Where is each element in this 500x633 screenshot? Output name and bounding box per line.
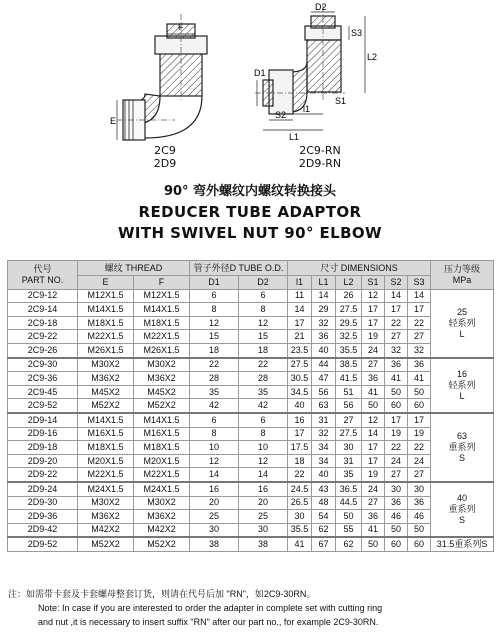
- left-drawing-caption: [130, 144, 200, 170]
- drawing-label-l1: l1: [303, 104, 311, 114]
- table-cell: M36X2: [134, 372, 190, 386]
- table-header-row: [8, 261, 494, 276]
- table-cell: M52X2: [134, 537, 190, 551]
- table-cell: 31: [312, 413, 336, 427]
- pressure-group-line: 31.5重系列S: [436, 539, 488, 550]
- title-english-line-2: WITH SWIVEL NUT 90° ELBOW: [117, 224, 383, 242]
- table-cell: M16X1.5: [134, 427, 190, 441]
- table-cell: 20: [239, 496, 288, 510]
- table-cell: 6: [239, 289, 288, 303]
- table-cell: 32: [385, 343, 408, 357]
- table-cell: 14: [385, 289, 408, 303]
- table-cell: 55: [336, 523, 362, 537]
- table-cell: M30X2: [134, 496, 190, 510]
- subcol-S3: S3: [408, 276, 431, 290]
- part-number-cell: 2D9-30: [8, 496, 78, 510]
- part-number-cell: 2D9-20: [8, 454, 78, 468]
- table-cell: 35: [239, 385, 288, 399]
- table-cell: M22X1.5: [78, 330, 134, 344]
- table-cell: 62: [312, 523, 336, 537]
- table-cell: 12: [190, 454, 239, 468]
- table-row: [8, 289, 494, 303]
- table-cell: 51: [336, 385, 362, 399]
- table-cell: 31: [336, 454, 362, 468]
- table-cell: 14: [312, 289, 336, 303]
- table-cell: M24X1.5: [134, 482, 190, 496]
- table-cell: M22X1.5: [134, 330, 190, 344]
- table-cell: 44: [312, 358, 336, 372]
- col-pressure: [431, 261, 494, 290]
- table-cell: 60: [385, 399, 408, 413]
- table-cell: M42X2: [78, 523, 134, 537]
- table-cell: M36X2: [78, 372, 134, 386]
- table-cell: 25: [239, 510, 288, 524]
- pressure-group-line: 轻系列: [448, 317, 476, 328]
- part-number-cell: 2C9-22: [8, 330, 78, 344]
- col-pressure-cn: 压力等级: [444, 263, 481, 274]
- subcol-F: F: [134, 276, 190, 290]
- table-cell: 8: [239, 303, 288, 317]
- drawing-label-S2: S2: [275, 110, 287, 120]
- table-row: [8, 537, 494, 551]
- table-cell: 8: [190, 303, 239, 317]
- table-cell: 27: [362, 358, 385, 372]
- drawing-label-E: E: [110, 116, 117, 126]
- table-cell: 48: [312, 496, 336, 510]
- col-tube-od: 管子外径D TUBE O.D.: [190, 261, 288, 276]
- table-cell: 14: [190, 468, 239, 482]
- table-cell: 23.5: [288, 343, 312, 357]
- table-cell: 36: [408, 358, 431, 372]
- table-cell: M45X2: [78, 385, 134, 399]
- table-cell: 17: [408, 303, 431, 317]
- part-number-cell: 2C9-12: [8, 289, 78, 303]
- table-cell: M52X2: [134, 399, 190, 413]
- pressure-group-line: 重系列: [448, 441, 476, 452]
- table-cell: 32.5: [336, 330, 362, 344]
- table-row: [8, 482, 494, 496]
- drawings-area: [0, 0, 500, 178]
- table-cell: M18X1.5: [134, 441, 190, 455]
- table-cell: 22: [385, 316, 408, 330]
- table-cell: 32: [312, 427, 336, 441]
- table-row: [8, 413, 494, 427]
- table-cell: M18X1.5: [78, 441, 134, 455]
- caption-2c9-rn: 2C9-RN: [299, 144, 341, 157]
- table-row: [8, 510, 494, 524]
- table-cell: 43: [312, 482, 336, 496]
- note-line-en-1: Note: In case if you are interested to order the adapter in complete set with cutting ring: [38, 603, 383, 613]
- part-number-cell: 2C9-14: [8, 303, 78, 317]
- table-cell: 60: [408, 399, 431, 413]
- table-cell: 41: [362, 523, 385, 537]
- table-cell: 30: [239, 523, 288, 537]
- col-part-no-cn: 代号: [33, 263, 52, 274]
- table-cell: 44.5: [336, 496, 362, 510]
- table-cell: 50: [408, 385, 431, 399]
- table-cell: M36X2: [78, 510, 134, 524]
- table-cell: M14X1.5: [134, 303, 190, 317]
- table-cell: 38.5: [336, 358, 362, 372]
- table-cell: 50: [385, 523, 408, 537]
- pressure-group-line: 63: [457, 430, 468, 441]
- pressure-group-cell: [431, 482, 494, 537]
- pressure-group-cell: [431, 537, 494, 551]
- table-row: [8, 399, 494, 413]
- pressure-group-line: 40: [457, 493, 468, 504]
- table-body: [8, 289, 494, 551]
- table-cell: 12: [190, 316, 239, 330]
- table-cell: 6: [190, 413, 239, 427]
- table-cell: 19: [362, 468, 385, 482]
- table-cell: 17: [362, 454, 385, 468]
- drawing-label-F: F: [178, 22, 184, 32]
- caption-2c9: 2C9: [154, 144, 176, 157]
- drawing-label-L1: L1: [289, 132, 300, 142]
- table-cell: M20X1.5: [78, 454, 134, 468]
- table-cell: 36: [385, 358, 408, 372]
- table-cell: M36X2: [134, 510, 190, 524]
- table-cell: 17: [362, 316, 385, 330]
- table-cell: 30: [336, 441, 362, 455]
- table-row: [8, 330, 494, 344]
- table-cell: 27: [408, 330, 431, 344]
- table-cell: M16X1.5: [78, 427, 134, 441]
- table-row: [8, 372, 494, 386]
- drawing-label-D2: D2: [315, 2, 327, 12]
- table-cell: 41: [385, 372, 408, 386]
- table-cell: 28: [239, 372, 288, 386]
- table-cell: 27: [362, 496, 385, 510]
- table-cell: 41: [362, 385, 385, 399]
- table-cell: M45X2: [134, 385, 190, 399]
- part-number-cell: 2D9-24: [8, 482, 78, 496]
- table-cell: 60: [408, 537, 431, 551]
- table-cell: 16: [239, 482, 288, 496]
- table-cell: 36: [408, 496, 431, 510]
- table-cell: 27.5: [288, 358, 312, 372]
- table-cell: M42X2: [134, 523, 190, 537]
- title-block: [0, 182, 500, 244]
- table-cell: 56: [336, 399, 362, 413]
- table-cell: 10: [239, 441, 288, 455]
- table-cell: 30: [288, 510, 312, 524]
- col-thread: 螺纹 THREAD: [78, 261, 190, 276]
- table-cell: 27.5: [336, 303, 362, 317]
- table-row: [8, 441, 494, 455]
- table-cell: 28: [190, 372, 239, 386]
- subcol-D2: D2: [239, 276, 288, 290]
- table-cell: 17: [362, 441, 385, 455]
- table-cell: 14: [362, 427, 385, 441]
- table-cell: 35: [336, 468, 362, 482]
- table-cell: 30: [408, 482, 431, 496]
- table-cell: M14X1.5: [134, 413, 190, 427]
- part-number-cell: 2D9-42: [8, 523, 78, 537]
- table-cell: 17: [288, 316, 312, 330]
- table-cell: 11: [288, 289, 312, 303]
- table-cell: M30X2: [78, 496, 134, 510]
- table-cell: 15: [239, 330, 288, 344]
- table-cell: 32: [312, 316, 336, 330]
- table-cell: 30: [385, 482, 408, 496]
- table-cell: 10: [190, 441, 239, 455]
- table-cell: M18X1.5: [78, 316, 134, 330]
- table-cell: 27.5: [336, 427, 362, 441]
- table-cell: 35.5: [288, 523, 312, 537]
- title-english-line-1: REDUCER TUBE ADAPTOR: [138, 203, 362, 221]
- table-cell: 50: [385, 385, 408, 399]
- table-cell: 12: [362, 289, 385, 303]
- table-cell: 42: [190, 399, 239, 413]
- part-number-cell: 2C9-36: [8, 372, 78, 386]
- table-cell: 12: [362, 413, 385, 427]
- table-cell: M22X1.5: [78, 468, 134, 482]
- table-cell: 50: [408, 523, 431, 537]
- table-cell: 67: [312, 537, 336, 551]
- col-pressure-unit: MPa: [452, 274, 472, 285]
- table-cell: 34: [312, 441, 336, 455]
- subcol-S1: S1: [362, 276, 385, 290]
- subcol-l1: l1: [288, 276, 312, 290]
- part-number-cell: 2C9-26: [8, 343, 78, 357]
- table-cell: 46: [408, 510, 431, 524]
- subcol-L2: L2: [336, 276, 362, 290]
- table-cell: 19: [362, 330, 385, 344]
- table-cell: 36: [362, 372, 385, 386]
- table-cell: M30X2: [78, 358, 134, 372]
- part-number-cell: 2D9-22: [8, 468, 78, 482]
- table-cell: 41: [408, 372, 431, 386]
- table-cell: 24.5: [288, 482, 312, 496]
- table-cell: 46: [385, 510, 408, 524]
- table-cell: 18: [190, 343, 239, 357]
- note-line-en-2: and nut ,it is necessary to insert suffix "RN" after our part no., for example 2C9-30RN.: [38, 617, 379, 627]
- table-cell: 47: [312, 372, 336, 386]
- table-cell: 25: [190, 510, 239, 524]
- table-cell: 56: [312, 385, 336, 399]
- table-cell: 16: [190, 482, 239, 496]
- table-cell: 36: [362, 510, 385, 524]
- pressure-group-cell: [431, 289, 494, 357]
- table-cell: 40: [288, 399, 312, 413]
- table-cell: 40: [312, 343, 336, 357]
- title-chinese: 90° 弯外螺纹内螺纹转换接头: [163, 184, 337, 199]
- caption-2d9-rn: 2D9-RN: [298, 157, 342, 170]
- table-cell: 12: [239, 316, 288, 330]
- table-cell: 22: [408, 441, 431, 455]
- table-cell: 17: [385, 413, 408, 427]
- table-cell: 6: [190, 289, 239, 303]
- table-cell: 17: [408, 413, 431, 427]
- table-cell: 54: [312, 510, 336, 524]
- table-cell: 22: [385, 441, 408, 455]
- table-cell: 38: [239, 537, 288, 551]
- table-cell: 30: [190, 523, 239, 537]
- drawing-label-D1: D1: [254, 68, 266, 78]
- table-cell: M22X1.5: [134, 468, 190, 482]
- part-number-cell: 2D9-52: [8, 537, 78, 551]
- table-cell: M52X2: [78, 399, 134, 413]
- table-cell: 14: [288, 303, 312, 317]
- table-cell: 26: [336, 289, 362, 303]
- table-cell: M26X1.5: [134, 343, 190, 357]
- table-cell: 24: [385, 454, 408, 468]
- table-row: [8, 468, 494, 482]
- part-number-cell: 2D9-18: [8, 441, 78, 455]
- drawing-label-S3: S3: [351, 28, 363, 38]
- table-cell: M18X1.5: [134, 316, 190, 330]
- part-number-cell: 2C9-30: [8, 358, 78, 372]
- note-line-cn: 注：如需带卡套及卡套螺母整套订货，则请在代号后加 "RN"，如2C9-30RN。: [8, 589, 316, 599]
- pressure-group-line: L: [459, 328, 465, 339]
- table-cell: 34.5: [288, 385, 312, 399]
- drawing-label-S1: S1: [335, 96, 347, 106]
- table-cell: 16: [288, 413, 312, 427]
- table-cell: 8: [190, 427, 239, 441]
- table-cell: M30X2: [134, 358, 190, 372]
- pressure-group-line: 重系列: [448, 504, 476, 515]
- part-number-cell: 2C9-18: [8, 316, 78, 330]
- table-cell: 36: [312, 330, 336, 344]
- subcol-S2: S2: [385, 276, 408, 290]
- table-cell: 19: [408, 427, 431, 441]
- table-cell: 63: [312, 399, 336, 413]
- table-cell: 35: [190, 385, 239, 399]
- table-cell: 62: [336, 537, 362, 551]
- table-cell: 29: [312, 303, 336, 317]
- table-row: [8, 316, 494, 330]
- table-cell: 17: [362, 303, 385, 317]
- table-row: [8, 427, 494, 441]
- subcol-L1: L1: [312, 276, 336, 290]
- pressure-group-cell: [431, 358, 494, 413]
- table-cell: M20X1.5: [134, 454, 190, 468]
- table-cell: 14: [408, 289, 431, 303]
- table-cell: 12: [239, 454, 288, 468]
- table-subheader-row: [8, 276, 494, 290]
- table-row: [8, 303, 494, 317]
- table-row: [8, 454, 494, 468]
- table-cell: 50: [362, 537, 385, 551]
- right-drawing-caption: [280, 144, 360, 170]
- table-cell: 36.5: [336, 482, 362, 496]
- table-cell: 19: [385, 427, 408, 441]
- table-cell: 50: [336, 510, 362, 524]
- drawing-label-L2: L2: [367, 52, 378, 62]
- table-cell: 36: [385, 496, 408, 510]
- table-cell: M26X1.5: [78, 343, 134, 357]
- table-cell: 42: [239, 399, 288, 413]
- table-cell: 27: [385, 468, 408, 482]
- table-cell: 35.5: [336, 343, 362, 357]
- table-cell: 40: [312, 468, 336, 482]
- table-cell: 30.5: [288, 372, 312, 386]
- table-row: [8, 523, 494, 537]
- table-cell: 17: [385, 303, 408, 317]
- table-cell: M24X1.5: [78, 482, 134, 496]
- table-cell: 60: [385, 537, 408, 551]
- spec-table: [7, 260, 494, 552]
- table-cell: 22: [288, 468, 312, 482]
- table-cell: 27: [336, 413, 362, 427]
- pressure-group-line: 25: [457, 306, 468, 317]
- table-cell: 41.5: [336, 372, 362, 386]
- left-fitting-drawing: [110, 6, 245, 146]
- table-cell: 24: [408, 454, 431, 468]
- col-part-no-en: PART NO.: [21, 274, 64, 285]
- table-cell: 38: [190, 537, 239, 551]
- table-cell: M14X1.5: [78, 413, 134, 427]
- table-cell: 8: [239, 427, 288, 441]
- pressure-group-cell: [431, 413, 494, 482]
- col-dimensions: 尺寸 DIMENSIONS: [288, 261, 431, 276]
- table-cell: 6: [239, 413, 288, 427]
- table-cell: M12X1.5: [134, 289, 190, 303]
- table-cell: 41: [288, 537, 312, 551]
- table-cell: 18: [239, 343, 288, 357]
- subcol-D1: D1: [190, 276, 239, 290]
- pressure-group-line: 16: [457, 368, 468, 379]
- table-cell: 21: [288, 330, 312, 344]
- table-cell: 29.5: [336, 316, 362, 330]
- pressure-group-line: 轻系列: [448, 379, 476, 390]
- caption-2d9: 2D9: [153, 157, 177, 170]
- table-cell: 26.5: [288, 496, 312, 510]
- table-cell: 24: [362, 343, 385, 357]
- part-number-cell: 2D9-36: [8, 510, 78, 524]
- col-part-no: [8, 261, 78, 290]
- table-cell: 24: [362, 482, 385, 496]
- table-cell: M14X1.5: [78, 303, 134, 317]
- table-row: [8, 385, 494, 399]
- part-number-cell: 2D9-16: [8, 427, 78, 441]
- table-cell: 22: [408, 316, 431, 330]
- table-cell: 20: [190, 496, 239, 510]
- table-cell: 50: [362, 399, 385, 413]
- table-cell: M52X2: [78, 537, 134, 551]
- table-cell: 32: [408, 343, 431, 357]
- table-cell: 17.5: [288, 441, 312, 455]
- table-row: [8, 343, 494, 357]
- table-cell: 17: [288, 427, 312, 441]
- part-number-cell: 2C9-45: [8, 385, 78, 399]
- notes-block: [8, 587, 494, 629]
- table-row: [8, 358, 494, 372]
- table-cell: 18: [288, 454, 312, 468]
- table-cell: 34: [312, 454, 336, 468]
- table-cell: 27: [408, 468, 431, 482]
- part-number-cell: 2D9-14: [8, 413, 78, 427]
- right-fitting-drawing: [255, 2, 385, 142]
- pressure-group-line: S: [459, 452, 466, 463]
- table-row: [8, 496, 494, 510]
- table-cell: M12X1.5: [78, 289, 134, 303]
- pressure-group-line: S: [459, 515, 466, 526]
- table-cell: 22: [239, 358, 288, 372]
- table-cell: 22: [190, 358, 239, 372]
- table-cell: 15: [190, 330, 239, 344]
- part-number-cell: 2C9-52: [8, 399, 78, 413]
- subcol-E: E: [78, 276, 134, 290]
- table-cell: 27: [385, 330, 408, 344]
- table-cell: 14: [239, 468, 288, 482]
- pressure-group-line: L: [459, 390, 465, 401]
